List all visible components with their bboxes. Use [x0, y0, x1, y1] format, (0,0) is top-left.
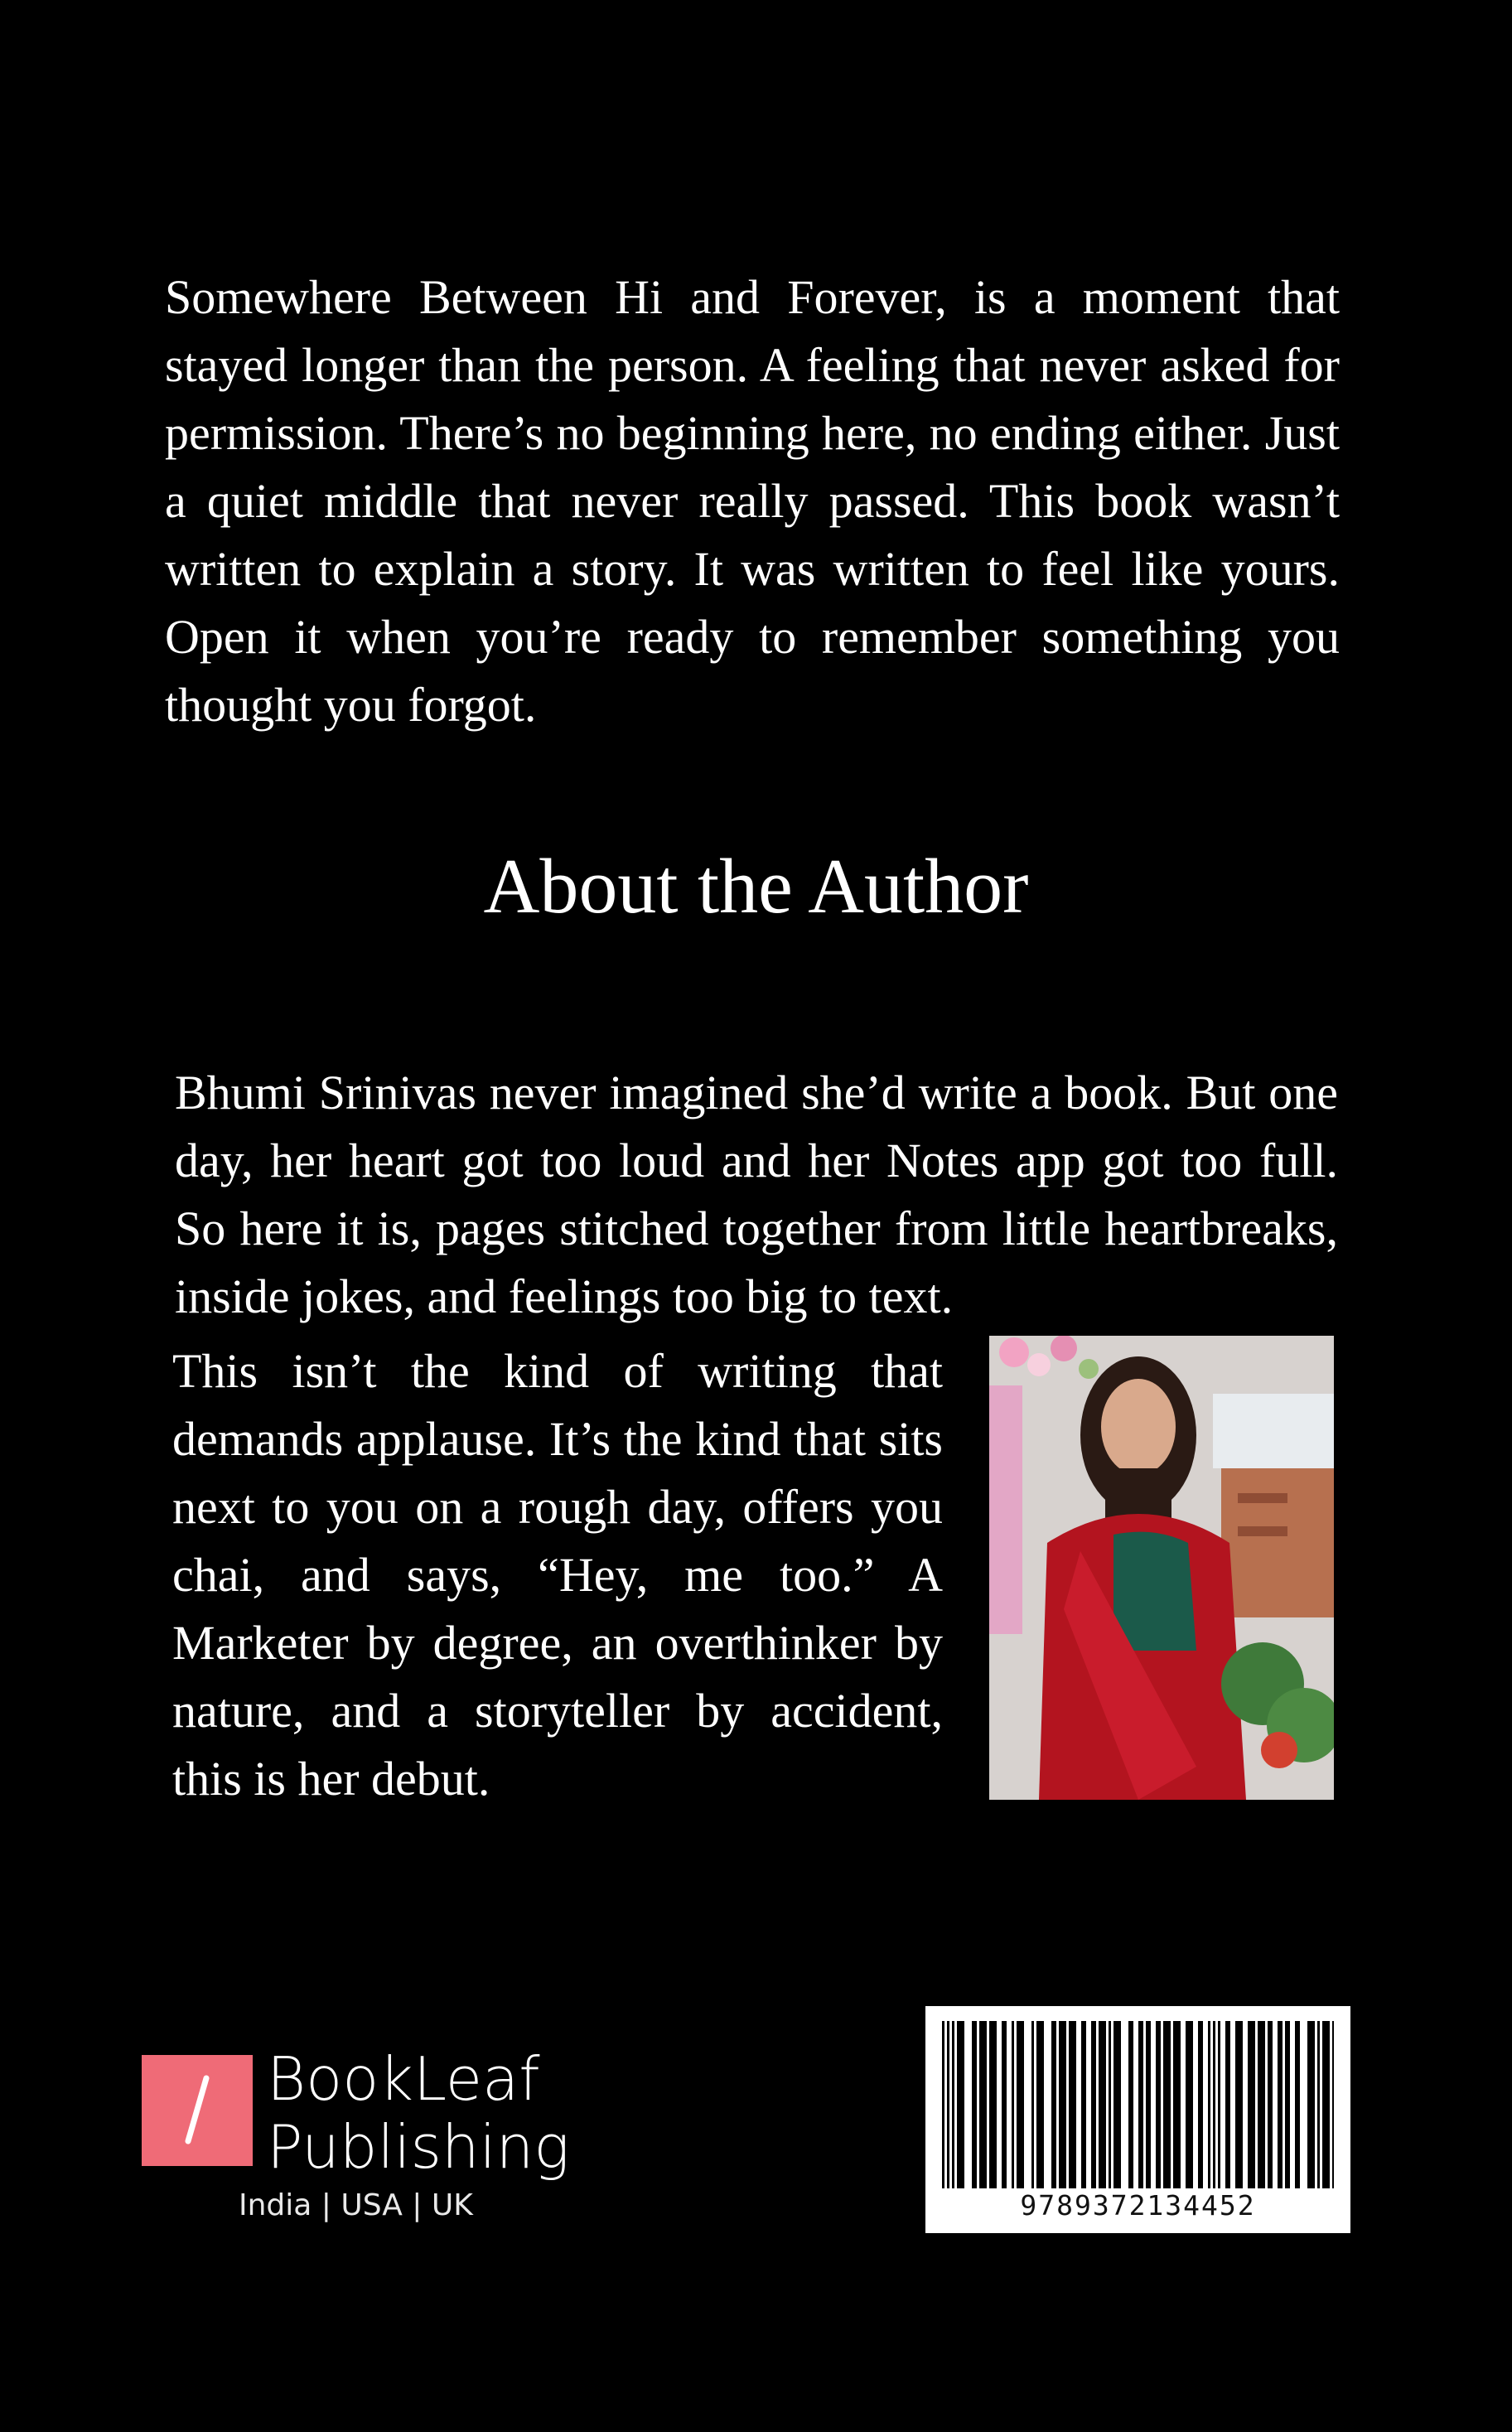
publisher-regions: India | USA | UK [239, 2188, 473, 2222]
barcode-bar [1012, 2021, 1014, 2188]
barcode-bar [942, 2021, 944, 2188]
barcode-bar [1091, 2021, 1096, 2188]
isbn-number: 9789372134452 [1020, 2189, 1256, 2222]
barcode-bar [952, 2021, 954, 2188]
barcode-bar [1295, 2021, 1300, 2188]
barcode-bar [979, 2021, 987, 2188]
barcode-bar [1163, 2021, 1171, 2188]
barcode-bar [1146, 2021, 1151, 2188]
barcode-bar [1208, 2021, 1210, 2188]
barcode-bar [1081, 2021, 1086, 2188]
barcode-bar [1138, 2021, 1143, 2188]
publisher-name-line2: Publishing [267, 2112, 570, 2182]
publisher-name [267, 2045, 569, 2181]
barcode-bar [1156, 2021, 1161, 2188]
barcode-bar [1317, 2021, 1320, 2188]
barcode-bar [1128, 2021, 1133, 2188]
barcode-bar [1059, 2021, 1066, 2188]
barcode-bar [1099, 2021, 1106, 2188]
barcode-bar [972, 2021, 977, 2188]
barcode-bar [989, 2021, 997, 2188]
barcode-bar [1268, 2021, 1273, 2188]
book-blurb: Somewhere Between Hi and Forever, is a moment that stayed longer than the person. A feeling that never asked for permission. There’s no beginning here, no ending either. Just a quiet middle that never really passed. This book wasn’t written to explain a story. It was written to feel like yours. Open it when you’re ready to remember something you thought you forgot. [165, 270, 1340, 732]
barcode-bar [1069, 2021, 1076, 2188]
barcode-bar [1285, 2021, 1290, 2188]
barcode-bar [1213, 2021, 1215, 2188]
barcode-bar [947, 2021, 949, 2188]
author-bio-intro: Bhumi Srinivas never imagined she’d write a book. But one day, her heart got too loud and her Notes app got too full. So here it is, pages stitched together from little heartbreaks, inside jokes, and feelings too big to text. [175, 1066, 1338, 1323]
barcode-bar [1036, 2021, 1044, 2188]
publisher-logo-mark [142, 2055, 253, 2166]
barcode-bar [1017, 2021, 1024, 2188]
barcode-bar [1218, 2021, 1220, 2188]
barcode-bar [1031, 2021, 1034, 2188]
author-bio-continued: This isn’t the kind of writing that demands applause. It’s the kind that sits next to you on a rough day, offers you chai, and says, “Hey, me too.” A Marketer by degree, an overthinker by nature, and a storyteller by accident, this is her debut. [172, 1344, 943, 1806]
barcode-bar [1307, 2021, 1315, 2188]
about-author-heading: About the Author [483, 844, 1029, 930]
barcode-bar [1113, 2021, 1121, 2188]
author-photo [989, 1336, 1334, 1800]
barcode-bar [1051, 2021, 1056, 2188]
barcode-bar [1173, 2021, 1181, 2188]
barcode-bar [957, 2021, 964, 2188]
publisher-name-line1: BookLeaf [267, 2044, 540, 2114]
barcode-bar [1109, 2021, 1111, 2188]
barcode-bar [1248, 2021, 1255, 2188]
barcode-bar [1225, 2021, 1230, 2188]
barcode-bar [1332, 2021, 1334, 2188]
barcode-bar [1002, 2021, 1007, 2188]
barcode-bar [1186, 2021, 1193, 2188]
barcode-bar [1235, 2021, 1243, 2188]
barcode-bar [1258, 2021, 1265, 2188]
barcode-bar [1322, 2021, 1330, 2188]
barcode-bar [1198, 2021, 1203, 2188]
barcode-bar [1278, 2021, 1283, 2188]
